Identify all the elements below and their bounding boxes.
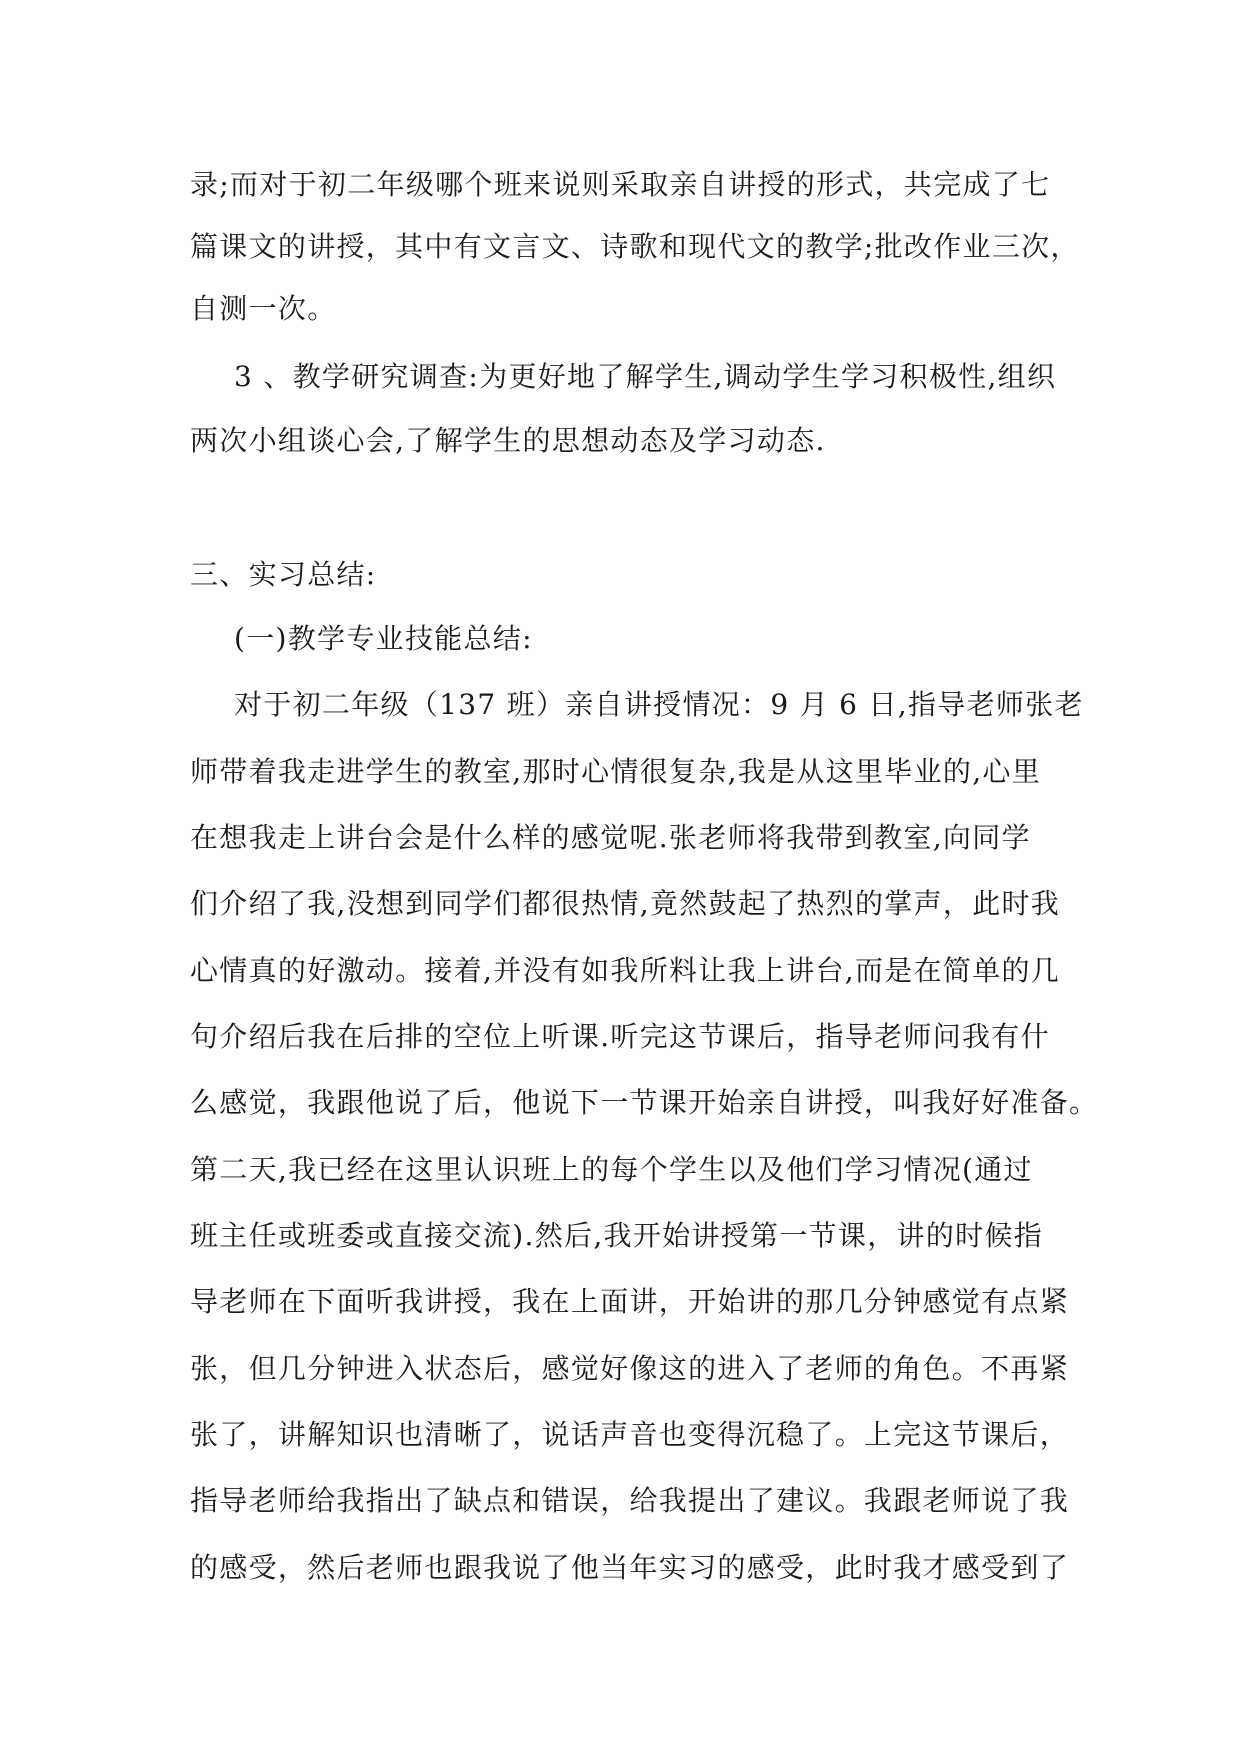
text-line: 师带着我走进学生的教室,那时心情很复杂,我是从这里毕业的,心里	[190, 755, 1042, 788]
text-line: 们介绍了我,没想到同学们都很热情,竟然鼓起了热烈的掌声，此时我	[190, 887, 1061, 920]
text-line: 心情真的好激动。接着,并没有如我所料让我上讲台,而是在简单的几	[190, 954, 1061, 987]
text-line: 在想我走上讲台会是什么样的感觉呢.张老师将我带到教室,向同学	[190, 821, 1031, 854]
subsection-heading: (一)教学专业技能总结:	[234, 622, 533, 655]
text-line: 对于初二年级（137 班）亲自讲授情况：9 月 6 日,指导老师张老	[234, 688, 1084, 721]
text-line: 3 、教学研究调查:为更好地了解学生,调动学生学习积极性,组织	[234, 360, 1057, 393]
text-line: 张了，讲解知识也清晰了，说话声音也变得沉稳了。上完这节课后，	[190, 1418, 1070, 1451]
text-line: 自测一次。	[190, 292, 337, 325]
text-line: 句介绍后我在后排的空位上听课.听完这节课后，指导老师问我有什	[190, 1020, 1050, 1053]
text-line: 指导老师给我指出了缺点和错误，给我提出了建议。我跟老师说了我	[190, 1484, 1070, 1517]
text-line: 篇课文的讲授，其中有文言文、诗歌和现代文的教学;批改作业三次，	[190, 230, 1080, 263]
section-heading: 三、实习总结:	[190, 558, 377, 591]
text-line: 么感觉，我跟他说了后，他说下一节课开始亲自讲授，叫我好好准备。	[190, 1086, 1099, 1119]
text-line: 录;而对于初二年级哪个班来说则采取亲自讲授的形式，共完成了七	[190, 168, 1051, 201]
text-line: 两次小组谈心会,了解学生的思想动态及学习动态.	[190, 424, 826, 457]
text-line: 班主任或班委或直接交流).然后,我开始讲授第一节课，讲的时候指	[190, 1219, 1044, 1252]
text-line: 第二天,我已经在这里认识班上的每个学生以及他们学习情况(通过	[190, 1153, 1033, 1186]
text-line: 的感受，然后老师也跟我说了他当年实习的感受，此时我才感受到了	[190, 1551, 1070, 1584]
text-line: 张，但几分钟进入状态后，感觉好像这的进入了老师的角色。不再紧	[190, 1352, 1070, 1385]
text-line: 导老师在下面听我讲授，我在上面讲，开始讲的那几分钟感觉有点紧	[190, 1285, 1070, 1318]
